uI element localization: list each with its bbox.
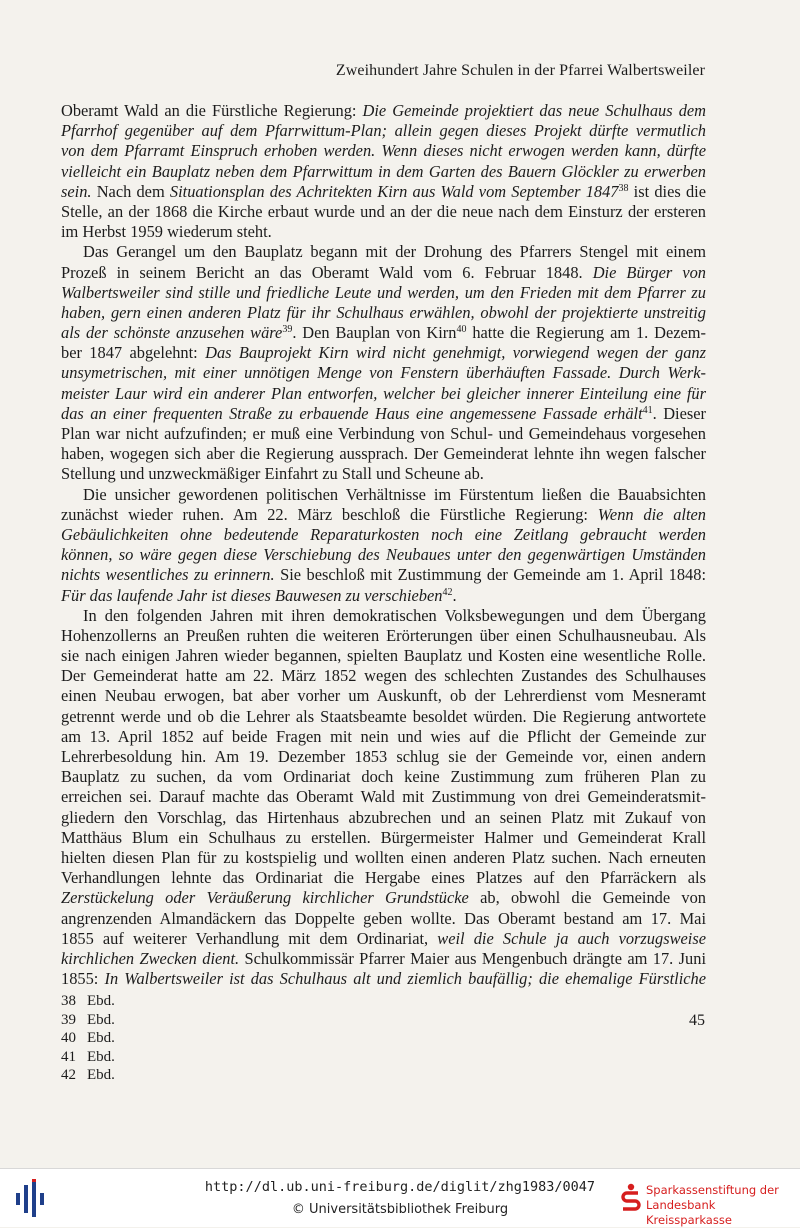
text-segment: Lehrerbesoldung hin. Am 19. Dezember 1853 schlug sie der Gemeinde vor, einen andern <box>61 747 706 766</box>
text-segment: Stellung und unzweckmäßiger Einfahrt zu Stall und Scheune ab. <box>61 464 484 484</box>
text-line <box>61 101 706 121</box>
text-segment: Schulkommissär Pfarrer Maier aus Mengenbuch drängte am 17. Juni <box>239 948 706 968</box>
text-line <box>61 121 706 141</box>
text-line <box>61 586 706 606</box>
text-segment: Hohenzollerns an Preußen ruhten die weiteren Erörterungen über einen Schulhausneubau. Als <box>61 625 706 645</box>
text-line <box>61 182 706 202</box>
text-line <box>61 646 706 666</box>
text-line <box>61 929 706 949</box>
text-segment: Oberamt Wald an die Fürstliche Regierung: <box>61 101 363 120</box>
text-line <box>61 909 706 929</box>
italic-quote: können, so wäre gegen diese Verschiebung des Neubaues unter den gegenwärtigen Umständen <box>61 545 706 565</box>
page-number: 45 <box>689 1012 705 1029</box>
italic-quote: meister Laur wird ein anderer Plan entworfen, welcher bei gleicher innerer Einteilung eine für <box>61 383 706 403</box>
text-line <box>61 141 706 161</box>
text-line <box>61 727 706 747</box>
text-segment: Stelle, an der 1868 die Kirche erbaut wurde und an der die neue nach dem Einsturz der ersteren <box>61 201 706 221</box>
text-line <box>61 969 706 989</box>
italic-quote: Wenn die alten <box>597 504 706 524</box>
text-line <box>61 343 706 363</box>
ub-freiburg-logo-icon[interactable] <box>12 1179 52 1219</box>
text-line <box>61 303 706 323</box>
text-segment: Matthäus Blum ein Schulhaus zu erstellen. Bürgermeister Halmer und Gemeinderat Krall <box>61 827 706 847</box>
text-segment: Die unsicher gewordenen politischen Verhältnisse im Fürstentum ließen die Bauabsichten <box>83 484 706 504</box>
italic-quote: sein. <box>61 181 92 201</box>
footnotes <box>61 992 115 1085</box>
text-line <box>61 626 706 646</box>
text-line <box>61 444 706 464</box>
text-segment: Das Gerangel um den Bauplatz begann mit der Drohung des Pfarrers Stengel mit einem <box>83 242 706 262</box>
text-line <box>61 606 706 626</box>
copyright-text: © Universitätsbibliothek Freiburg <box>291 1202 509 1217</box>
text-segment: gliedern den Vorschlag, das Hirtenhaus abzubrechen und an seinen Platz mit Zukauf von <box>61 807 706 827</box>
text-line <box>61 565 706 585</box>
text-segment: . Dieser <box>652 403 706 423</box>
italic-quote: Das Bauprojekt Kirn wird nicht genehmigt, vorwiegend wegen der ganz <box>205 343 706 363</box>
text-line <box>61 263 706 283</box>
text-segment: . Den Bauplan von Kirn <box>292 323 457 343</box>
text-line <box>61 787 706 807</box>
footnote <box>61 1048 115 1067</box>
text-segment: Der Gemeinderat hatte am 22. März 1852 wegen des schlechten Zustandes des Schulhauses <box>61 666 706 686</box>
text-line <box>61 545 706 565</box>
italic-quote: Gebäulichkeiten ohne bedeutende Reparaturkosten noch eine Zeitlang gebraucht werden <box>61 524 706 544</box>
text-line <box>61 686 706 706</box>
italic-quote: Situationsplan des Achritekten Kirn aus Wald vom September 1847 <box>169 181 619 201</box>
sponsor-line-1: Sparkassenstiftung der <box>646 1183 779 1197</box>
footnote <box>61 1066 115 1085</box>
text-segment: Bauplatz zu suchen, da vom Ordinariat doch keine Zustimmung zum früheren Plan zu <box>61 767 706 787</box>
body-text <box>61 101 706 989</box>
sponsor-text[interactable] <box>646 1183 800 1228</box>
text-segment: einen Neubau erwogen, bat aber vorher um Auskunft, ob der Lehrerdienst vom Mesneramt <box>61 686 706 706</box>
italic-quote: von dem Pfarramt Einspruch erhoben werden. Wenn dieses nicht erwogen werden kann, dürfte <box>61 141 706 161</box>
text-line <box>61 222 706 242</box>
viewer-footer <box>0 1168 800 1227</box>
text-segment: Prozeß in seinem Bericht an das Oberamt Wald vom 6. Februar 1848. <box>61 262 593 282</box>
italic-quote: vielleicht ein Bauplatz neben dem Pfarrwittum in dem Garten des Bauern Glöckler zu erwerben <box>61 161 706 181</box>
text-line <box>61 666 706 686</box>
italic-quote: das an einer frequenten Straße zu erbauende Haus eine angemessene Fassade erhält <box>61 403 643 423</box>
running-head: Zweihundert Jahre Schulen in der Pfarrei Walbertsweiler <box>335 62 705 79</box>
text-line <box>61 828 706 848</box>
text-segment: am 13. April 1852 auf beide Fragen mit nein und wies auf die Pflicht der Gemeinde zur <box>61 726 706 746</box>
text-line <box>61 202 706 222</box>
text-line <box>61 242 706 262</box>
text-segment: ab, obwohl die Gemeinde von <box>468 888 706 908</box>
italic-quote: Die Bürger von <box>592 262 706 282</box>
text-segment: erreichen sei. Darauf machte das Oberamt Wald mit Zustimmung von drei Gemeinderatsmit- <box>61 787 706 807</box>
italic-quote: als der schönste anzusehen wäre <box>61 323 283 343</box>
footnote-number: 42 <box>61 1067 76 1083</box>
footnote-ref[interactable]: 38 <box>618 182 629 194</box>
text-line <box>61 505 706 525</box>
text-line <box>61 747 706 767</box>
text-line <box>61 363 706 383</box>
footnote-ref[interactable]: 40 <box>456 324 467 336</box>
italic-quote: kirchlichen Zwecken dient. <box>61 948 240 968</box>
italic-quote: haben, gern einen anderen Platz für ihr Schulhaus erwählen, obwohl der projektierte unstreitig <box>61 302 706 322</box>
text-segment: sie nach einigen Jahren wieder begannen, spielten Bauplatz und Kosten eine wesentliche Rolle. <box>61 646 706 666</box>
text-segment: ist dies die <box>628 181 706 201</box>
text-line <box>61 404 706 424</box>
footnote <box>61 1029 115 1048</box>
text-line <box>61 283 706 303</box>
text-line <box>61 485 706 505</box>
italic-quote: weil die Schule ja auch vorzugsweise <box>437 928 706 948</box>
text-segment: zunächst wieder ruhen. Am 22. März beschloß die Fürstliche Regierung: <box>61 504 598 524</box>
footnote-number: 40 <box>61 1030 76 1046</box>
text-line <box>61 888 706 908</box>
footnote-ref[interactable]: 39 <box>282 324 293 336</box>
italic-quote: unsymetrischen, mit einer unnötigen Menge von Fenstern überhäuften Fassade. Durch Werk- <box>61 363 706 383</box>
text-segment: haben, wogegen sich aber die Regierung aussprach. Der Gemeinderat lehnte ihn wegen falscher <box>61 444 706 464</box>
text-line <box>61 949 706 969</box>
footnote-text: Ebd. <box>87 1030 115 1046</box>
text-segment: . <box>452 585 457 605</box>
text-segment: Plan war nicht aufzufinden; er muß eine Verbindung von Schul- und Gemeindehaus vorgesehen <box>61 424 706 443</box>
text-line <box>61 848 706 868</box>
text-line <box>61 525 706 545</box>
text-segment: 1855 auf weiterer Verhandlung mit dem Ordinariat, <box>61 928 438 948</box>
text-segment: hatte die Regierung am 1. Dezem- <box>466 323 706 343</box>
italic-quote: Für das laufende Jahr ist dieses Bauwesen zu verschieben <box>61 585 443 605</box>
footnote-ref[interactable]: 41 <box>642 404 653 416</box>
text-line <box>61 424 706 444</box>
source-url-link[interactable]: http://dl.ub.uni-freiburg.de/diglit/zhg1983/0047 <box>204 1179 596 1195</box>
footnote-text: Ebd. <box>87 1011 115 1028</box>
text-segment: 1855: <box>61 969 105 989</box>
text-line <box>61 707 706 727</box>
italic-quote: Die Gemeinde projektiert das neue Schulhaus dem <box>362 101 706 120</box>
text-segment: Nach dem <box>91 181 170 201</box>
footnote-number: 41 <box>61 1048 76 1065</box>
text-line <box>61 384 706 404</box>
text-line <box>61 464 706 484</box>
text-segment: hielten diesen Plan für zu kostspielig und wollten einen anderen Platz suchen. Nach erneuten <box>61 847 706 867</box>
text-line <box>61 767 706 787</box>
text-line <box>61 323 706 343</box>
footnote-text: Ebd. <box>87 1048 115 1065</box>
footnote-ref[interactable]: 42 <box>442 586 453 598</box>
footnote-number: 38 <box>61 993 76 1009</box>
sponsor-line-2: Landesbank Kreissparkasse <box>646 1198 732 1227</box>
italic-quote: Pfarrhof gegenüber auf dem Pfarrwittum-Plan; allein gegen dieses Projekt dürfte vermutlich <box>61 121 706 141</box>
text-line <box>61 868 706 888</box>
text-line <box>61 808 706 828</box>
italic-quote: nichts wesentliches zu erinnern. <box>61 565 275 585</box>
text-segment: ber 1847 abgelehnt: <box>61 343 206 363</box>
footnote-text: Ebd. <box>87 993 115 1009</box>
text-segment: angrenzenden Almandäckern das Doppelte geben wollte. Das Oberamt bestand am 17. Mai <box>61 908 706 928</box>
footnote-text: Ebd. <box>87 1067 115 1083</box>
text-line <box>61 162 706 182</box>
italic-quote: In Walbertsweiler ist das Schulhaus alt und ziemlich baufällig; die ehemalige Fürstliche <box>104 969 707 989</box>
footnote <box>61 992 115 1011</box>
text-segment: In den folgenden Jahren mit ihren demokratischen Volksbewegungen und dem Übergang <box>83 605 706 625</box>
text-segment: Verhandlungen lehnte das Ordinariat die Hergabe eines Platzes auf den Pfarräckern als <box>61 868 706 888</box>
text-segment: im Herbst 1959 wiederum steht. <box>61 222 272 242</box>
text-segment: Sie beschloß mit Zustimmung der Gemeinde am 1. April 1848: <box>274 565 706 585</box>
sparkasse-logo-icon[interactable] <box>620 1183 642 1213</box>
text-segment: getrennt werde und ob die Lehrer als Staatsbeamte besoldet würden. Die Regierung antwortete <box>61 706 706 726</box>
footnote <box>61 1011 115 1030</box>
italic-quote: Walbertsweiler sind stille und friedliche Leute und werden, um den Frieden mit dem Pfarrer zu <box>61 282 706 302</box>
footnote-number: 39 <box>61 1011 76 1028</box>
italic-quote: Zerstückelung oder Veräußerung kirchlicher Grundstücke <box>61 888 469 908</box>
